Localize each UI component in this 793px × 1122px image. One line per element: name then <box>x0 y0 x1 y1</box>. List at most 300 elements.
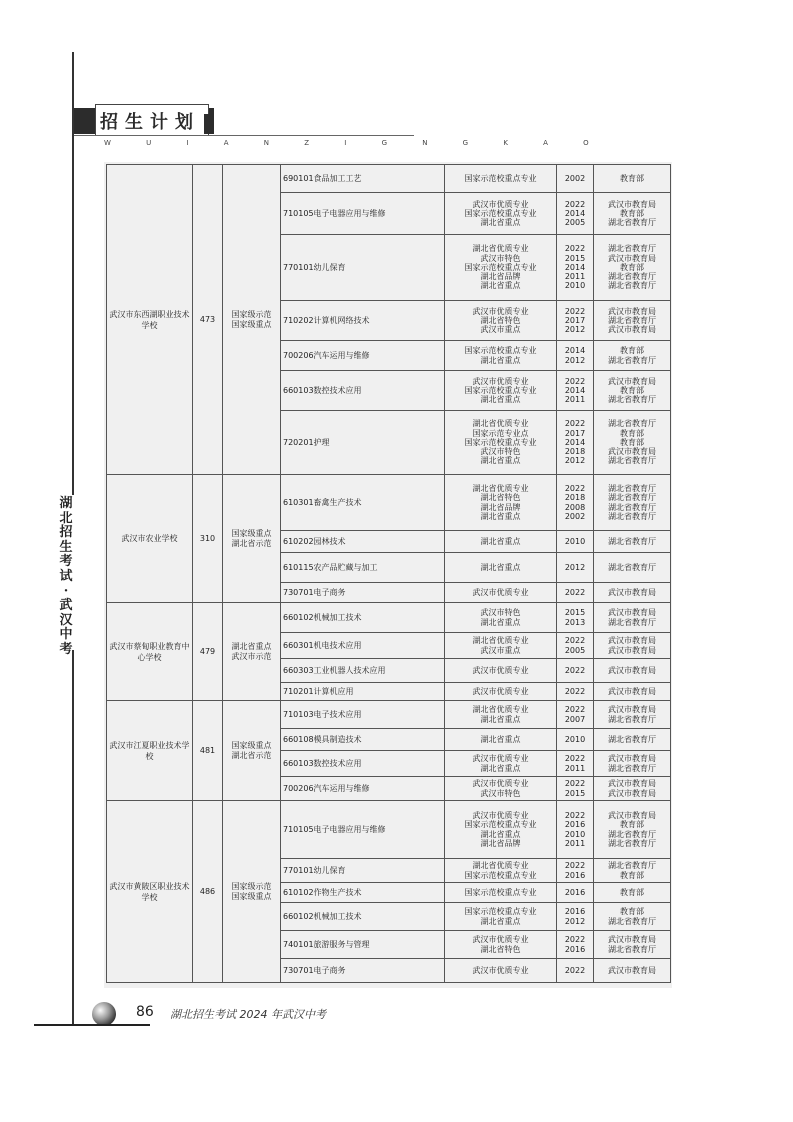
department: 湖北省教育厅 <box>608 281 656 291</box>
table-row <box>107 801 671 859</box>
year: 2002 <box>564 511 586 521</box>
honor: 湖北省重点 <box>480 281 521 291</box>
honor: 湖北省重点 <box>480 355 521 365</box>
honor: 湖北省品牌 <box>480 502 521 512</box>
year: 2010 <box>564 829 586 839</box>
department-cell <box>594 683 671 701</box>
school-name-cell <box>107 475 193 603</box>
major-cell: 610102作物生产技术 <box>281 883 445 903</box>
department: 湖北省教育厅 <box>608 272 656 282</box>
footer-disc-icon <box>92 1002 116 1026</box>
year: 2012 <box>564 562 586 572</box>
department: 湖北省教育厅 <box>608 395 656 405</box>
department: 湖北省教育厅 <box>608 838 656 848</box>
department-cell <box>594 165 671 193</box>
school-level-cell <box>223 475 281 603</box>
school-level: 湖北省重点 <box>231 642 272 652</box>
honor: 国家示范校重点专业 <box>464 907 537 917</box>
department: 湖北省教育厅 <box>608 829 656 839</box>
school-level: 国家级示范 <box>231 310 272 320</box>
honor-cell <box>445 931 557 959</box>
year: 2005 <box>564 645 586 655</box>
honor: 武汉市优质专业 <box>472 810 529 820</box>
major-cell: 720201护理 <box>281 411 445 475</box>
honor: 湖北省重点 <box>480 456 521 466</box>
department-cell <box>594 235 671 301</box>
year: 2022 <box>564 199 586 209</box>
year-cell <box>557 959 594 983</box>
year: 2012 <box>564 456 586 466</box>
honor: 国家示范校重点专业 <box>464 887 537 897</box>
school-level: 湖北省示范 <box>231 538 272 548</box>
department-cell <box>594 859 671 883</box>
year: 2013 <box>564 617 586 627</box>
department: 武汉市教育局 <box>608 665 656 675</box>
department: 湖北省教育厅 <box>608 536 656 546</box>
department-cell <box>594 583 671 603</box>
honor: 湖北省重点 <box>480 218 521 228</box>
major-cell: 730701电子商务 <box>281 959 445 983</box>
year: 2016 <box>564 887 586 897</box>
honor-cell <box>445 553 557 583</box>
honor-cell <box>445 859 557 883</box>
header-rule <box>74 135 414 136</box>
department: 湖北省教育厅 <box>608 511 656 521</box>
honor: 湖北省优质专业 <box>472 483 529 493</box>
department: 武汉市教育局 <box>608 587 656 597</box>
honor: 湖北省特色 <box>480 944 521 954</box>
department: 湖北省教育厅 <box>608 861 656 871</box>
honor: 湖北省优质专业 <box>472 244 529 254</box>
honor: 武汉市优质专业 <box>472 199 529 209</box>
honor-cell <box>445 475 557 531</box>
table-row <box>107 165 671 193</box>
year-cell <box>557 411 594 475</box>
year-cell <box>557 859 594 883</box>
year: 2010 <box>564 536 586 546</box>
school-code-cell: 481 <box>193 701 223 801</box>
department-cell <box>594 903 671 931</box>
year: 2022 <box>564 705 586 715</box>
major-cell: 690101食品加工工艺 <box>281 165 445 193</box>
department-cell <box>594 659 671 683</box>
honor-cell <box>445 411 557 475</box>
year: 2011 <box>564 838 586 848</box>
department: 武汉市教育局 <box>608 686 656 696</box>
honor: 武汉市优质专业 <box>472 686 529 696</box>
honor: 武汉市特色 <box>480 253 521 263</box>
honor: 武汉市优质专业 <box>472 306 529 316</box>
year: 2022 <box>564 376 586 386</box>
honor-cell <box>445 683 557 701</box>
department-cell <box>594 751 671 777</box>
year: 2022 <box>564 810 586 820</box>
honor: 湖北省重点 <box>480 829 521 839</box>
major-cell: 660301机电技术应用 <box>281 633 445 659</box>
honor-cell <box>445 301 557 341</box>
table-row <box>107 475 671 531</box>
honor: 国家示范校重点专业 <box>464 437 537 447</box>
honor: 湖北省重点 <box>480 562 521 572</box>
honor-cell <box>445 701 557 729</box>
major-cell: 610301畜禽生产技术 <box>281 475 445 531</box>
major-cell: 700206汽车运用与维修 <box>281 777 445 801</box>
year: 2011 <box>564 272 586 282</box>
school-name-cell <box>107 603 193 701</box>
year: 2002 <box>564 173 586 183</box>
honor: 湖北省优质专业 <box>472 419 529 429</box>
major-cell: 700206汽车运用与维修 <box>281 341 445 371</box>
department-cell <box>594 801 671 859</box>
department-cell <box>594 931 671 959</box>
department: 武汉市教育局 <box>608 608 656 618</box>
major-cell: 660102机械加工技术 <box>281 903 445 931</box>
year-cell <box>557 475 594 531</box>
year-cell <box>557 193 594 235</box>
year: 2005 <box>564 218 586 228</box>
year-cell <box>557 341 594 371</box>
year: 2022 <box>564 965 586 975</box>
honor: 武汉市重点 <box>480 645 521 655</box>
department-cell <box>594 553 671 583</box>
school-level-cell <box>223 801 281 983</box>
department: 湖北省教育厅 <box>608 617 656 627</box>
department: 湖北省教育厅 <box>608 763 656 773</box>
department: 武汉市教育局 <box>608 779 656 789</box>
department-cell <box>594 341 671 371</box>
year: 2014 <box>564 385 586 395</box>
left-margin-rule-lower <box>72 650 74 1025</box>
school-level: 国家级重点 <box>231 891 272 901</box>
honor: 湖北省重点 <box>480 536 521 546</box>
year: 2011 <box>564 763 586 773</box>
header-tab <box>204 114 212 134</box>
year: 2022 <box>564 483 586 493</box>
honor-cell <box>445 903 557 931</box>
year: 2018 <box>564 493 586 503</box>
year: 2016 <box>564 820 586 830</box>
year-cell <box>557 165 594 193</box>
department: 湖北省教育厅 <box>608 502 656 512</box>
year: 2022 <box>564 665 586 675</box>
honor-cell <box>445 235 557 301</box>
department: 武汉市教育局 <box>608 376 656 386</box>
department-cell <box>594 531 671 553</box>
footer-rule <box>34 1024 150 1026</box>
department-cell <box>594 883 671 903</box>
school-level: 武汉市示范 <box>231 651 272 661</box>
honor: 国家示范校重点专业 <box>464 173 537 183</box>
table-row <box>107 603 671 633</box>
major-cell: 660103数控技术应用 <box>281 371 445 411</box>
honor-cell <box>445 659 557 683</box>
honor-cell <box>445 751 557 777</box>
school-name: 武汉市黄陂区职业技术学校 <box>109 881 190 902</box>
school-name: 武汉市江夏职业技术学校 <box>109 740 190 761</box>
year-cell <box>557 751 594 777</box>
honor: 武汉市特色 <box>480 447 521 457</box>
major-cell: 710105电子电器应用与维修 <box>281 193 445 235</box>
department: 湖北省教育厅 <box>608 456 656 466</box>
honor: 武汉市优质专业 <box>472 779 529 789</box>
honor: 国家示范专业点 <box>472 428 529 438</box>
year-cell <box>557 371 594 411</box>
department-cell <box>594 959 671 983</box>
year: 2022 <box>564 419 586 429</box>
department-cell <box>594 371 671 411</box>
department: 教育部 <box>620 262 644 272</box>
honor: 武汉市特色 <box>480 788 521 798</box>
department: 湖北省教育厅 <box>608 419 656 429</box>
department: 教育部 <box>620 208 644 218</box>
school-code-cell: 479 <box>193 603 223 701</box>
major-cell: 730701电子商务 <box>281 583 445 603</box>
department-cell <box>594 475 671 531</box>
major-cell: 610202园林技术 <box>281 531 445 553</box>
department-cell <box>594 193 671 235</box>
major-cell: 710202计算机网络技术 <box>281 301 445 341</box>
honor: 湖北省重点 <box>480 511 521 521</box>
honor: 武汉市重点 <box>480 325 521 335</box>
department-cell <box>594 729 671 751</box>
honor-cell <box>445 603 557 633</box>
department: 教育部 <box>620 173 644 183</box>
department: 湖北省教育厅 <box>608 244 656 254</box>
honor-cell <box>445 193 557 235</box>
major-cell: 770101幼儿保育 <box>281 235 445 301</box>
honor-cell <box>445 883 557 903</box>
school-level: 国家级重点 <box>231 529 272 539</box>
year: 2015 <box>564 788 586 798</box>
honor: 武汉市优质专业 <box>472 754 529 764</box>
major-cell: 660108模具制造技术 <box>281 729 445 751</box>
department: 湖北省教育厅 <box>608 916 656 926</box>
department-cell <box>594 301 671 341</box>
honor-cell <box>445 371 557 411</box>
year: 2018 <box>564 447 586 457</box>
honor: 湖北省优质专业 <box>472 861 529 871</box>
department-cell <box>594 701 671 729</box>
honor: 武汉市特色 <box>480 608 521 618</box>
school-level: 湖北省示范 <box>231 750 272 760</box>
year-cell <box>557 801 594 859</box>
honor: 湖北省重点 <box>480 395 521 405</box>
department-cell <box>594 603 671 633</box>
honor-cell <box>445 583 557 603</box>
year: 2022 <box>564 686 586 696</box>
honor: 国家示范校重点专业 <box>464 385 537 395</box>
year: 2012 <box>564 916 586 926</box>
department: 湖北省教育厅 <box>608 944 656 954</box>
department: 武汉市教育局 <box>608 306 656 316</box>
department: 武汉市教育局 <box>608 788 656 798</box>
honor: 国家示范校重点专业 <box>464 346 537 356</box>
major-cell: 660303工业机器人技术应用 <box>281 659 445 683</box>
department: 教育部 <box>620 437 644 447</box>
year: 2008 <box>564 502 586 512</box>
year: 2010 <box>564 734 586 744</box>
year: 2022 <box>564 779 586 789</box>
year-cell <box>557 553 594 583</box>
major-cell: 710105电子电器应用与维修 <box>281 801 445 859</box>
year-cell <box>557 729 594 751</box>
school-level: 国家级重点 <box>231 741 272 751</box>
honor: 湖北省优质专业 <box>472 705 529 715</box>
year: 2014 <box>564 346 586 356</box>
department: 武汉市教育局 <box>608 636 656 646</box>
department: 武汉市教育局 <box>608 447 656 457</box>
year-cell <box>557 235 594 301</box>
honor: 武汉市优质专业 <box>472 935 529 945</box>
year: 2022 <box>564 587 586 597</box>
school-name-cell <box>107 801 193 983</box>
department: 湖北省教育厅 <box>608 355 656 365</box>
department: 教育部 <box>620 887 644 897</box>
department: 湖北省教育厅 <box>608 493 656 503</box>
honor: 武汉市优质专业 <box>472 665 529 675</box>
school-level: 国家级重点 <box>231 319 272 329</box>
year: 2022 <box>564 244 586 254</box>
school-level: 国家级示范 <box>231 882 272 892</box>
year: 2022 <box>564 754 586 764</box>
year: 2011 <box>564 395 586 405</box>
department: 湖北省教育厅 <box>608 315 656 325</box>
year: 2012 <box>564 325 586 335</box>
year: 2017 <box>564 428 586 438</box>
side-running-title: 湖北招生考试·武汉中考 <box>59 496 73 657</box>
school-level-cell <box>223 701 281 801</box>
school-level-cell <box>223 603 281 701</box>
section-title: 招生计划 <box>100 112 200 133</box>
section-pinyin: W U I A N Z I G N G K A O <box>104 139 606 147</box>
year: 2016 <box>564 870 586 880</box>
department: 湖北省教育厅 <box>608 562 656 572</box>
honor-cell <box>445 341 557 371</box>
year: 2014 <box>564 208 586 218</box>
year-cell <box>557 659 594 683</box>
honor: 湖北省品牌 <box>480 272 521 282</box>
page-number: 86 <box>136 1004 154 1020</box>
honor: 国家示范校重点专业 <box>464 820 537 830</box>
enrollment-plan-table <box>106 164 671 983</box>
major-cell: 660102机械加工技术 <box>281 603 445 633</box>
honor-cell <box>445 959 557 983</box>
department: 武汉市教育局 <box>608 705 656 715</box>
school-name: 武汉市蔡甸职业教育中心学校 <box>109 641 190 662</box>
year-cell <box>557 883 594 903</box>
honor: 武汉市优质专业 <box>472 587 529 597</box>
honor: 湖北省重点 <box>480 916 521 926</box>
honor-cell <box>445 777 557 801</box>
honor: 湖北省重点 <box>480 714 521 724</box>
department-cell <box>594 633 671 659</box>
year-cell <box>557 931 594 959</box>
major-cell: 770101幼儿保育 <box>281 859 445 883</box>
honor: 湖北省优质专业 <box>472 636 529 646</box>
school-code-cell: 310 <box>193 475 223 603</box>
department: 教育部 <box>620 346 644 356</box>
year-cell <box>557 301 594 341</box>
year: 2014 <box>564 262 586 272</box>
year: 2014 <box>564 437 586 447</box>
year: 2010 <box>564 281 586 291</box>
honor: 湖北省品牌 <box>480 838 521 848</box>
major-cell: 610115农产品贮藏与加工 <box>281 553 445 583</box>
major-cell: 740101旅游服务与管理 <box>281 931 445 959</box>
year-cell <box>557 603 594 633</box>
year-cell <box>557 583 594 603</box>
honor-cell <box>445 633 557 659</box>
department: 教育部 <box>620 907 644 917</box>
year: 2022 <box>564 861 586 871</box>
year: 2015 <box>564 253 586 263</box>
major-cell: 710103电子技术应用 <box>281 701 445 729</box>
year-cell <box>557 701 594 729</box>
honor-cell <box>445 801 557 859</box>
honor: 湖北省特色 <box>480 493 521 503</box>
year: 2022 <box>564 636 586 646</box>
honor: 湖北省特色 <box>480 315 521 325</box>
department: 武汉市教育局 <box>608 645 656 655</box>
year: 2012 <box>564 355 586 365</box>
honor: 湖北省重点 <box>480 763 521 773</box>
year: 2022 <box>564 935 586 945</box>
school-name: 武汉市东西湖职业技术学校 <box>109 309 190 330</box>
year-cell <box>557 683 594 701</box>
department-cell <box>594 411 671 475</box>
department: 武汉市教育局 <box>608 935 656 945</box>
department: 武汉市教育局 <box>608 253 656 263</box>
department: 武汉市教育局 <box>608 754 656 764</box>
honor: 国家示范校重点专业 <box>464 870 537 880</box>
honor: 国家示范校重点专业 <box>464 208 537 218</box>
school-name: 武汉市农业学校 <box>121 534 178 543</box>
year-cell <box>557 777 594 801</box>
department: 武汉市教育局 <box>608 325 656 335</box>
department: 教育部 <box>620 820 644 830</box>
year: 2007 <box>564 714 586 724</box>
year: 2017 <box>564 315 586 325</box>
honor-cell <box>445 729 557 751</box>
honor: 国家示范校重点专业 <box>464 262 537 272</box>
school-level-cell <box>223 165 281 475</box>
table-row <box>107 701 671 729</box>
honor: 武汉市优质专业 <box>472 376 529 386</box>
school-name-cell <box>107 165 193 475</box>
department: 教育部 <box>620 870 644 880</box>
year: 2016 <box>564 907 586 917</box>
major-cell: 710201计算机应用 <box>281 683 445 701</box>
department: 教育部 <box>620 385 644 395</box>
honor: 湖北省重点 <box>480 617 521 627</box>
department: 湖北省教育厅 <box>608 714 656 724</box>
year-cell <box>557 531 594 553</box>
department: 武汉市教育局 <box>608 965 656 975</box>
department: 湖北省教育厅 <box>608 218 656 228</box>
year: 2015 <box>564 608 586 618</box>
school-name-cell <box>107 701 193 801</box>
year-cell <box>557 633 594 659</box>
year-cell <box>557 903 594 931</box>
honor-cell <box>445 531 557 553</box>
honor: 武汉市优质专业 <box>472 965 529 975</box>
department: 教育部 <box>620 428 644 438</box>
year: 2016 <box>564 944 586 954</box>
department-cell <box>594 777 671 801</box>
honor-cell <box>445 165 557 193</box>
major-cell: 660103数控技术应用 <box>281 751 445 777</box>
school-code-cell: 473 <box>193 165 223 475</box>
